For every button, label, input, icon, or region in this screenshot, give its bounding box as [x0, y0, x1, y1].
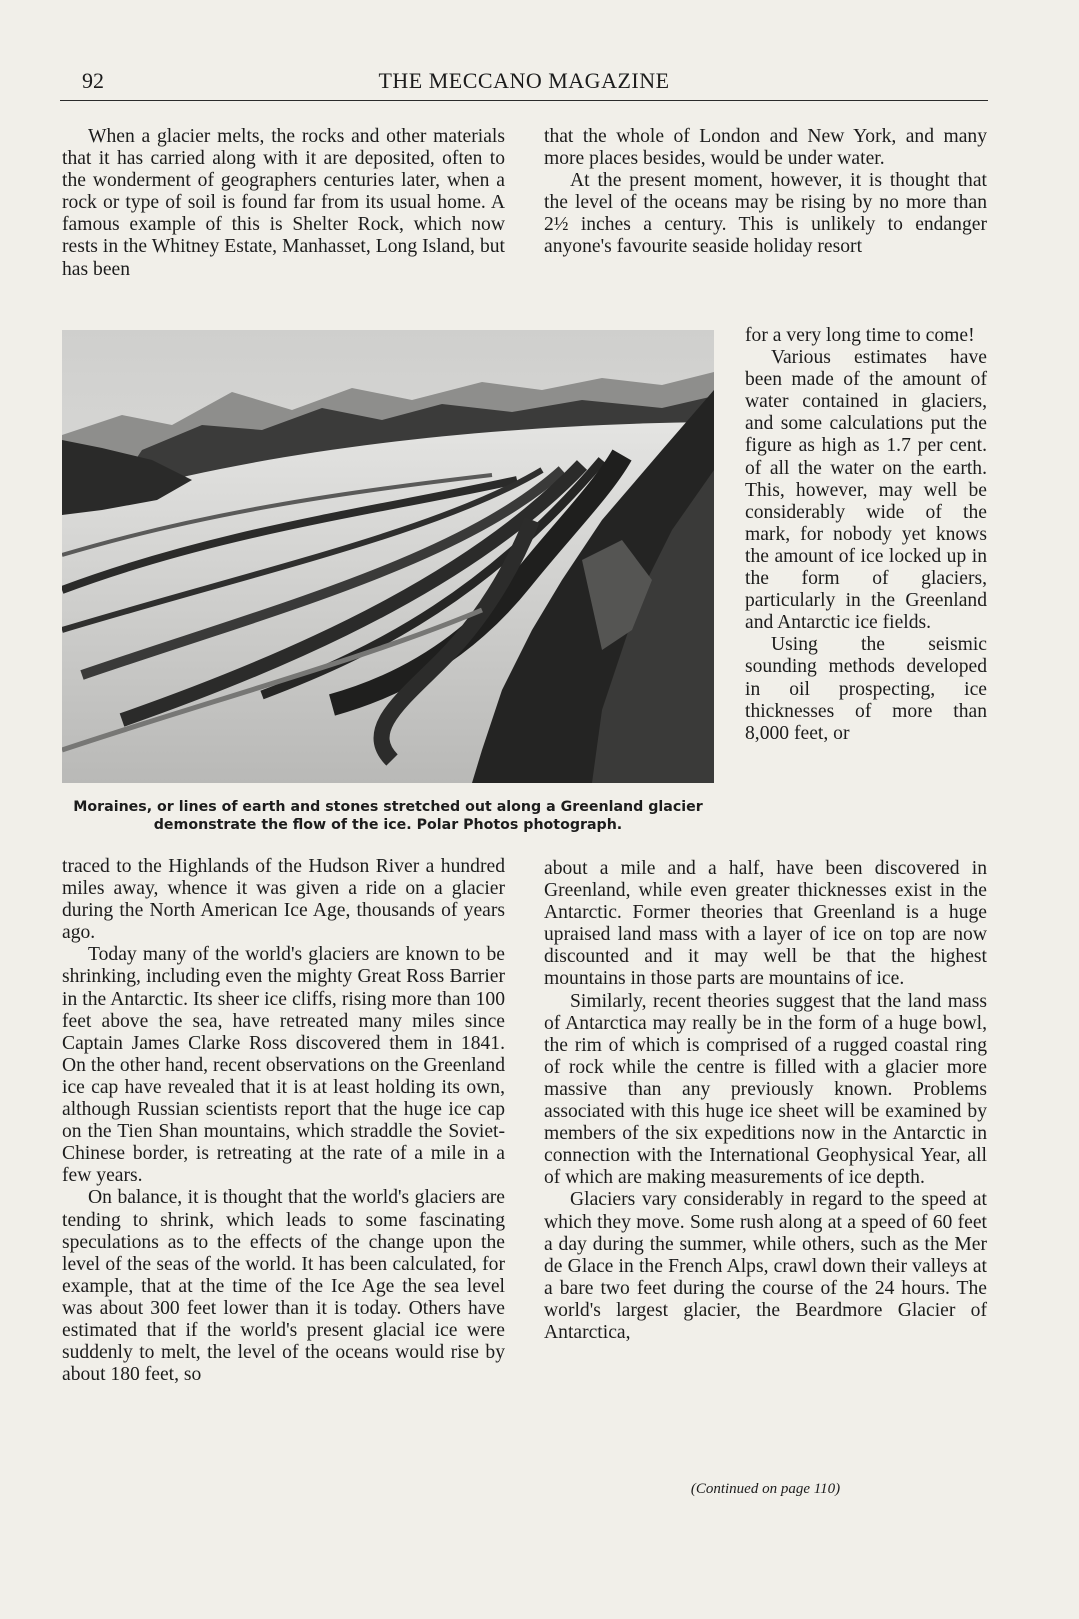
paragraph: for a very long time to come! [745, 325, 975, 346]
caption-line: demonstrate the flow of the ice. Polar Photos photograph. [153, 817, 623, 833]
paragraph: On balance, it is thought that the world's glaciers are tending to shrink, which leads to some fascinating speculations as to the effects of the change upon the level of the seas of the world. It has been calculated, for example, that at the time of the Ice Age the sea level was about 300 feet lower than it is today. Others have estimated that if the world's present glacial ice were suddenly to melt, the level of the oceans would rise by about 180 feet, so [62, 1187, 505, 1386]
paragraph: Similarly, recent theories suggest that the land mass of Antarctica may really be in the form of a huge bowl, the rim of which is comprised of a rugged coastal ring of rock while the centre is filled with a glacier more massive than any previously known. Problems associated with this huge ice sheet will be examined by members of the six expeditions now in the Antarctic in connection with the International Geophysical Year, all of which are making measurements of ice depth. [544, 990, 987, 1189]
right-column-bottom [544, 858, 987, 1344]
paragraph: that the whole of London and New York, and many more places besides, would be under water. [544, 126, 987, 170]
page-number: 92 [82, 68, 104, 93]
page-header [60, 66, 988, 101]
photo-caption [62, 798, 714, 834]
paragraph: When a glacier melts, the rocks and other materials that it has carried along with it are deposited, often to the wonderment of geographers centuries later, when a rock or type of soil is found far from its usual home. A famous example of this is Shelter Rock, which now rests in the Whitney Estate, Manhasset, Long Island, but has been [62, 126, 505, 280]
paragraph: Today many of the world's glaciers are known to be shrinking, including even the mighty Great Ross Barrier in the Antarctic. Its sheer ice cliffs, rising more than 100 feet above the sea, have retreated many miles since Captain James Clarke Ross discovered them in 1841. On the other hand, recent observations on the Greenland ice cap have revealed that it is at least holding its own, although Russian scientists report that the huge ice cap on the Tien Shan mountains, which straddle the Soviet-Chinese border, is retreating at the rate of a mile in a few years. [62, 944, 505, 1187]
paragraph: Using the seismic sounding methods developed in oil prospecting, ice thicknesses of more than 8,000 feet, or [745, 634, 987, 744]
right-column-narrow [745, 325, 987, 745]
paragraph: Various estimates have been made of the amount of water contained in glaciers, and some calculations put the figure as high as 1.7 per cent. of all the water on the earth. This, however, may well be considerably wide of the mark, for nobody yet knows the amount of ice locked up in the form of glaciers, particularly in the Greenland and Antarctic ice fields. [745, 347, 987, 634]
paragraph: about a mile and a half, have been discovered in Greenland, while even greater thicknesses exist in the Antarctic. Former theories that Greenland is a huge upraised land mass with a layer of ice on top are now discounted and it may well be that the highest mountains in those parts are mountains of ice. [544, 858, 987, 990]
paragraph: At the present moment, however, it is thought that the level of the oceans may be rising by no more than 2½ inches a century. This is unlikely to endanger anyone's favourite seaside holiday resort [544, 170, 987, 258]
right-column-top [544, 126, 987, 259]
left-column-bottom [62, 856, 505, 1386]
continued-note: (Continued on page 110) [690, 1481, 841, 1497]
glacier-photo [62, 330, 714, 783]
caption-line: Moraines, or lines of earth and stones stretched out along a Greenland glacier [73, 799, 703, 815]
left-column-top [62, 126, 505, 281]
paragraph: traced to the Highlands of the Hudson River a hundred miles away, whence it was given a ride on a glacier during the North American Ice Age, thousands of years ago. [62, 856, 505, 944]
magazine-title: THE MECCANO MAGAZINE [378, 68, 670, 93]
paragraph: Glaciers vary considerably in regard to the speed at which they move. Some rush along at a speed of 60 feet a day during the summer, while others, such as the Mer de Glace in the French Alps, crawl down their valleys at a bare two feet during the course of the 24 hours. The world's largest glacier, the Beardmore Glacier of Antarctica, [544, 1189, 987, 1343]
